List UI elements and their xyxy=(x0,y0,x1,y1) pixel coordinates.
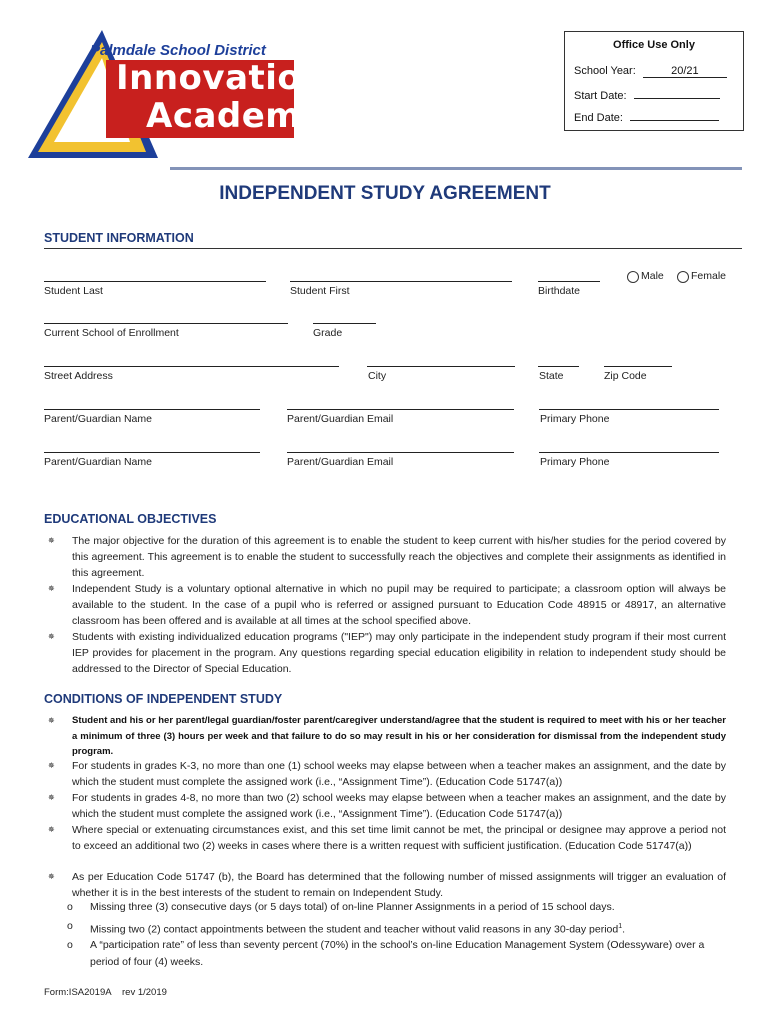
objective-item-2: Independent Study is a voluntary optional alternative in which no pupil may be required to participate; a classroom option will always be available to the student. In the case of a pupil who is referred or assigned pursuant to Education Code 48915 or 48917, an alternative classroom has been offered and is available at all times at the school specified above. xyxy=(72,583,726,627)
bullet-icon: ✵ xyxy=(48,825,55,834)
condition-item-4: As per Education Code 51747 (b), the Board has determined that the following number of missed assignments will trigger an evaluation of whether it is in the best interests of the student to remain on Independent Study. xyxy=(72,871,726,899)
state-label: State xyxy=(539,370,564,382)
school-year-row xyxy=(574,65,727,78)
start-date-label: Start Date: xyxy=(574,90,627,102)
bullet-icon: ✵ xyxy=(48,584,55,593)
condition-item-2: For students in grades 4-8, no more than two (2) school weeks may elapse between when a teacher makes an assignment, and the date by which the student must complete the assigned work (i.e., “Assignment Time”). (Education Code 51747(a)) xyxy=(72,792,726,820)
student-first-field[interactable] xyxy=(290,281,512,282)
primary-phone-field-1[interactable] xyxy=(539,409,719,410)
primary-phone-field-2[interactable] xyxy=(539,452,719,453)
start-date-field[interactable] xyxy=(634,87,720,99)
birthdate-field[interactable] xyxy=(538,281,600,282)
objective-item-1: The major objective for the duration of this agreement is to enable the student to keep current with his/her studies for the period covered by this agreement. This agreement is to enable the student to successfully reach the objectives and complete their assignments as identified in this agreement. xyxy=(72,535,726,579)
zip-label: Zip Code xyxy=(604,370,647,382)
end-date-label: End Date: xyxy=(574,112,623,124)
end-date-row xyxy=(574,109,719,124)
parent-name-field-1[interactable] xyxy=(44,409,260,410)
office-use-title: Office Use Only xyxy=(613,39,695,51)
school-year-label: School Year: xyxy=(574,65,636,77)
parent-name-field-2[interactable] xyxy=(44,452,260,453)
parent-email-field-1[interactable] xyxy=(287,409,514,410)
current-school-field[interactable] xyxy=(44,323,288,324)
objective-item-3: Students with existing individualized education programs ("IEP") may only participate in the independent study program if their most current IEP provides for placement in the program. Any questions regarding special education eligibility in relation to independent study should be addressed to the Director of Special Education. xyxy=(72,631,726,675)
condition-bold-item: Student and his or her parent/legal guardian/foster parent/caregiver understand/agree that the student is required to meet with his or her teacher a minimum of three (3) hours per week and that failure to do so may result in his or her consideration for dismissal from the independent study program. xyxy=(72,715,726,757)
parent-email-label-2: Parent/Guardian Email xyxy=(287,456,394,468)
female-radio[interactable] xyxy=(677,271,689,283)
city-field[interactable] xyxy=(367,366,515,367)
student-last-label: Student Last xyxy=(44,285,103,297)
sub-bullet-marker: o xyxy=(67,939,73,951)
sub-bullet-marker: o xyxy=(67,920,73,932)
form-id: Form:ISA2019A xyxy=(44,987,112,998)
condition-item-1: For students in grades K-3, no more than one (1) school weeks may elapse between when a teacher makes an assignment, and the date by which the student must complete the assigned work (i.e., “Assignment Time”). (Education Code 51747(a)) xyxy=(72,760,726,788)
logo-line-2: Academy xyxy=(146,96,324,136)
parent-email-label-1: Parent/Guardian Email xyxy=(287,413,394,425)
end-date-field[interactable] xyxy=(630,109,719,121)
form-revision: rev 1/2019 xyxy=(122,987,167,998)
bullet-icon: ✵ xyxy=(48,761,55,770)
header-divider xyxy=(170,167,742,170)
section-rule xyxy=(44,248,742,249)
bullet-icon: ✵ xyxy=(48,793,55,802)
male-radio[interactable] xyxy=(627,271,639,283)
student-first-label: Student First xyxy=(290,285,350,297)
bullet-icon: ✵ xyxy=(48,716,55,725)
street-address-label: Street Address xyxy=(44,370,113,382)
grade-field[interactable] xyxy=(313,323,376,324)
logo-line-1: Innovations xyxy=(116,58,347,98)
student-last-field[interactable] xyxy=(44,281,266,282)
parent-name-label-1: Parent/Guardian Name xyxy=(44,413,152,425)
school-year-field[interactable]: 20/21 xyxy=(643,65,727,78)
primary-phone-label-1: Primary Phone xyxy=(540,413,610,425)
state-field[interactable] xyxy=(538,366,579,367)
logo-district-name: Palmdale School District xyxy=(90,42,266,59)
footnote-mark: 1 xyxy=(618,923,623,930)
start-date-row xyxy=(574,87,720,102)
sub-item-2-text: Missing two (2) contact appointments between the student and teacher without valid reasons in any 30-day period xyxy=(90,923,619,936)
zip-field[interactable] xyxy=(604,366,672,367)
bullet-icon: ✵ xyxy=(48,632,55,641)
sub-item-2: Missing two (2) contact appointments between the student and teacher without valid reasons in any 30-day period$^1$. xyxy=(90,923,626,936)
parent-email-field-2[interactable] xyxy=(287,452,514,453)
parent-name-label-2: Parent/Guardian Name xyxy=(44,456,152,468)
section-heading-student-info: STUDENT INFORMATION xyxy=(44,231,194,245)
grade-label: Grade xyxy=(313,327,343,339)
sub-item-1: Missing three (3) consecutive days (or 5 days total) of on-line Planner Assignments in a period of 15 school days. xyxy=(90,901,615,913)
female-label: Female xyxy=(691,270,727,282)
office-use-box xyxy=(564,31,744,131)
primary-phone-label-2: Primary Phone xyxy=(540,456,610,468)
page-title: INDEPENDENT STUDY AGREEMENT xyxy=(219,183,551,204)
sub-bullet-marker: o xyxy=(67,901,73,913)
section-heading-conditions: CONDITIONS OF INDEPENDENT STUDY xyxy=(44,692,283,706)
bullet-icon: ✵ xyxy=(48,536,55,545)
condition-item-3: Where special or extenuating circumstances exist, and this set time limit cannot be met, the principal or designee may approve a period not to exceed an additional two (2) weeks in cases where there is a written request with sufficient justification. (Education Code 51747(a)) xyxy=(72,824,726,852)
current-school-label: Current School of Enrollment xyxy=(44,327,179,339)
street-address-field[interactable] xyxy=(44,366,339,367)
section-heading-objectives: EDUCATIONAL OBJECTIVES xyxy=(44,512,217,526)
birthdate-label: Birthdate xyxy=(538,285,581,297)
male-label: Male xyxy=(641,270,664,282)
city-label: City xyxy=(368,370,387,382)
bullet-icon: ✵ xyxy=(48,872,55,881)
sub-item-3: A “participation rate” of less than seventy percent (70%) in the school’s on-line Education Management System (Odessyware) over a period of four (4) weeks. xyxy=(90,939,705,968)
